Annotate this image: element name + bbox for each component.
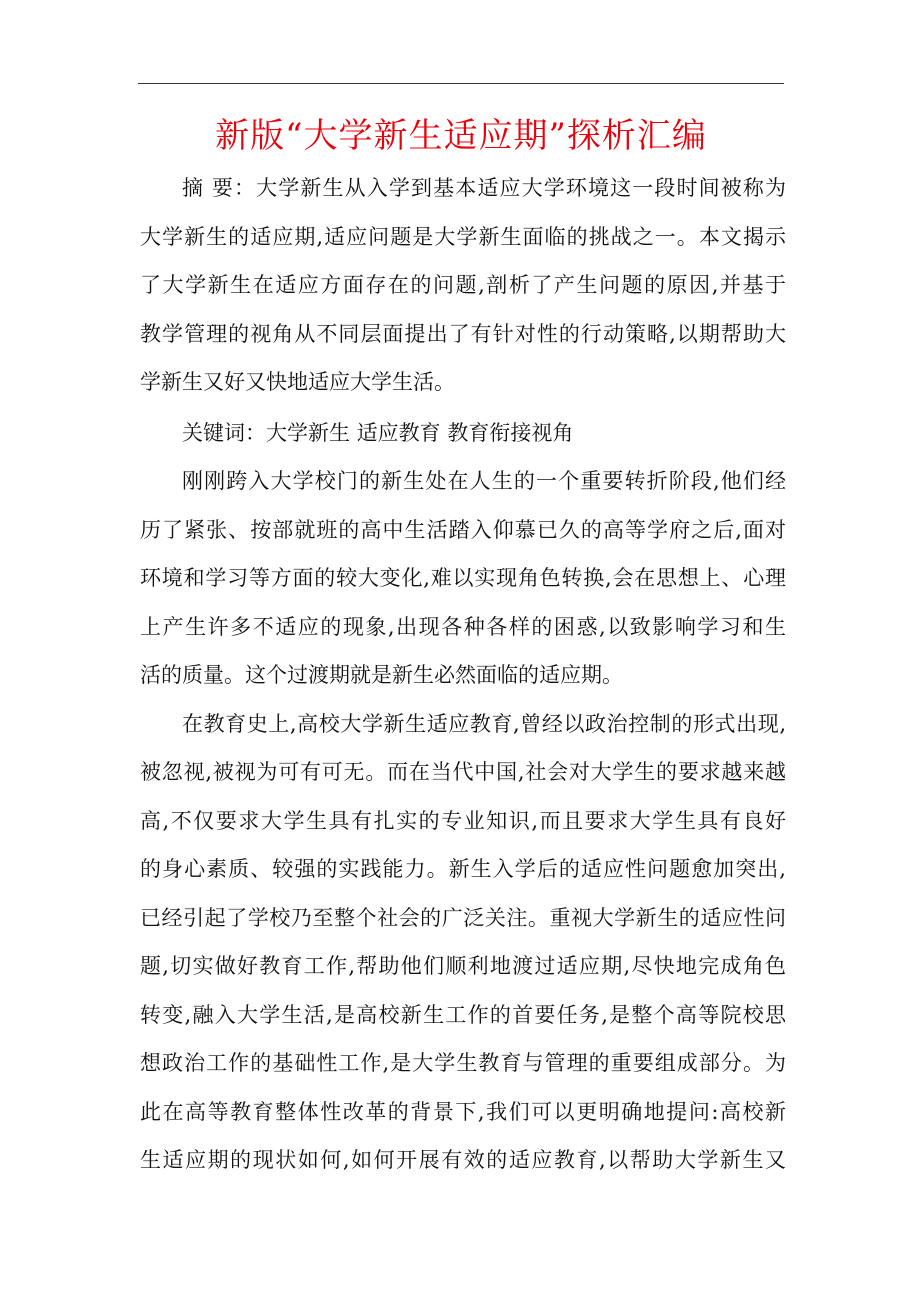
abstract-line: 学新生又好又快地适应大学生活。	[140, 370, 455, 394]
abstract-line: 大学新生的适应期,适应问题是大学新生面临的挑战之一。本文揭示	[140, 224, 786, 249]
paragraph	[140, 700, 786, 1185]
paragraph-line: 历了紧张、按部就班的高中生活踏入仰慕已久的高等学府之后,面对	[140, 517, 786, 542]
abstract	[140, 164, 786, 407]
paragraph-line: 生适应期的现状如何,如何开展有效的适应教育,以帮助大学新生又	[140, 1148, 786, 1172]
keywords: 关键词：大学新生 适应教育 教育衔接视角	[182, 420, 574, 445]
paragraph-line: 的身心素质、较强的实践能力。新生入学后的适应性问题愈加突出,	[140, 857, 786, 881]
header-rule	[138, 83, 784, 84]
abstract-line: 摘 要：大学新生从入学到基本适应大学环境这一段时间被称为	[182, 176, 786, 200]
document-title: 新版“大学新生适应期”探析汇编	[215, 116, 707, 156]
paragraph-line: 上产生许多不适应的现象,出现各种各样的困惑,以致影响学习和生	[140, 614, 786, 639]
paragraph-line: 环境和学习等方面的较大变化,难以实现角色转换,会在思想上、心理	[140, 566, 786, 590]
paragraph-line: 高,不仅要求大学生具有扎实的专业知识,而且要求大学生具有良好	[140, 808, 786, 833]
paragraph-line: 已经引起了学校乃至整个社会的广泛关注。重视大学新生的适应性问	[140, 905, 786, 930]
paragraph-line: 想政治工作的基础性工作,是大学生教育与管理的重要组成部分。为	[140, 1051, 786, 1075]
paragraph-line: 在教育史上,高校大学新生适应教育,曾经以政治控制的形式出现,	[182, 711, 786, 736]
paragraph-line: 刚刚跨入大学校门的新生处在人生的一个重要转折阶段,他们经	[182, 469, 786, 493]
abstract-line: 了大学新生在适应方面存在的问题,剖析了产生问题的原因,并基于	[140, 273, 786, 297]
paragraph-line: 题,切实做好教育工作,帮助他们顺利地渡过适应期,尽快地完成角色	[140, 954, 786, 978]
paragraph-line: 活的质量。这个过渡期就是新生必然面临的适应期。	[140, 663, 623, 687]
paragraph	[140, 457, 786, 700]
document-body	[140, 164, 786, 1185]
abstract-line: 教学管理的视角从不同层面提出了有针对性的行动策略,以期帮助大	[140, 321, 786, 346]
paragraph-line: 转变,融入大学生活,是高校新生工作的首要任务,是整个高等院校思	[140, 1002, 786, 1027]
paragraph-line: 此在高等教育整体性改革的背景下,我们可以更明确地提问:高校新	[140, 1099, 786, 1124]
paragraph-line: 被忽视,被视为可有可无。而在当代中国,社会对大学生的要求越来越	[140, 760, 786, 784]
